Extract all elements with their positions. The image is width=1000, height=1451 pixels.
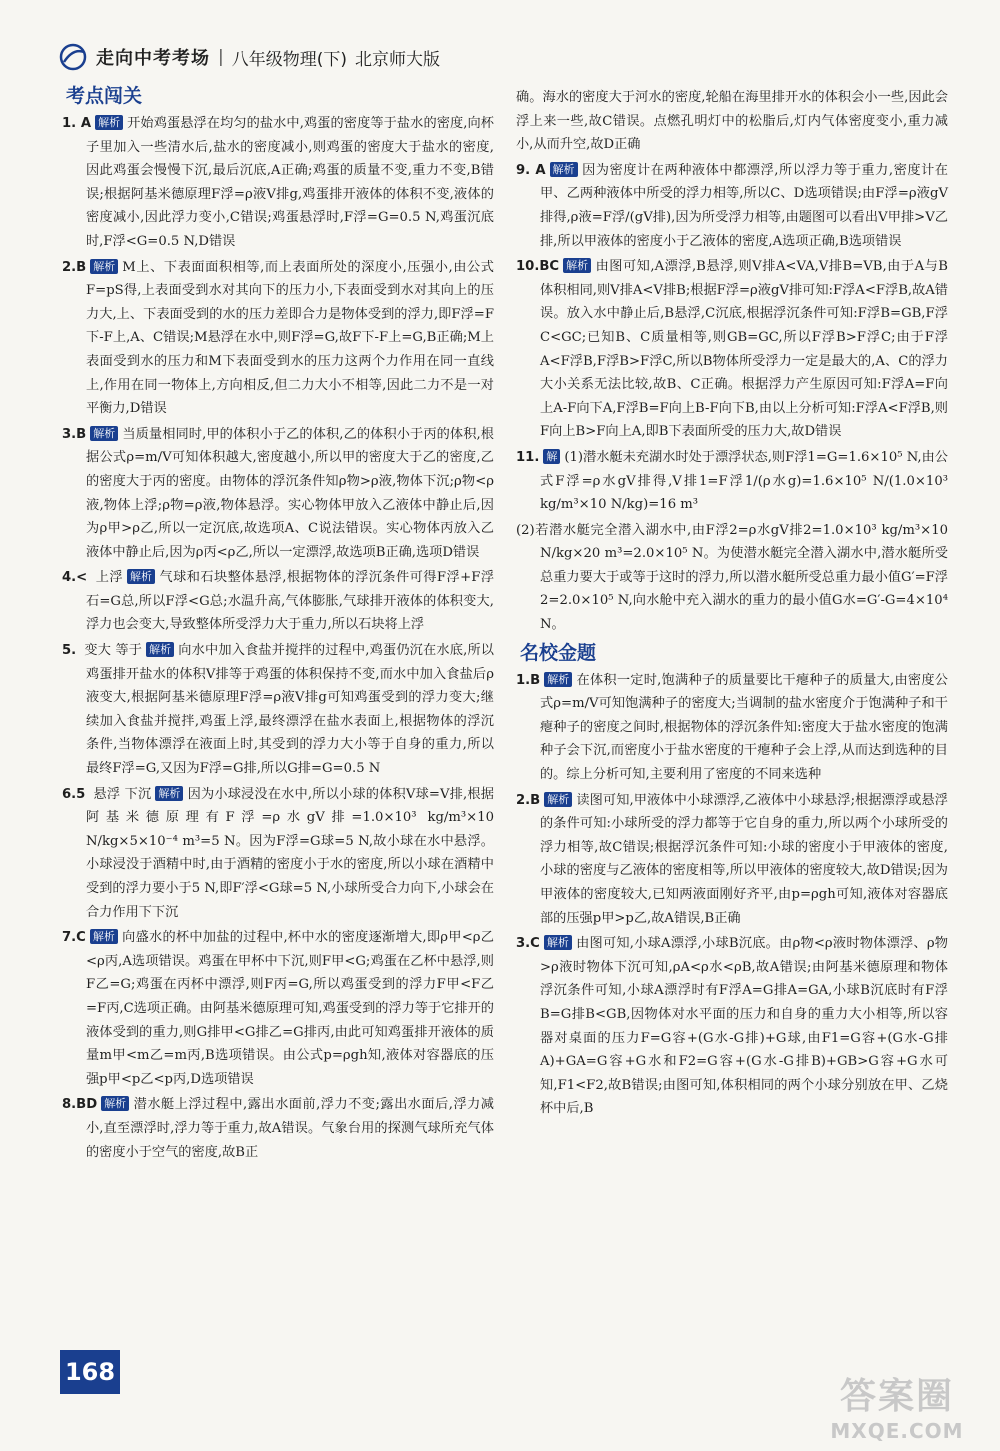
answer-item	[62, 639, 494, 781]
answer-item	[62, 1093, 494, 1164]
answer-number: 4.<	[62, 570, 88, 586]
analysis-tag: 解析	[544, 935, 572, 950]
answer-text: 因为小球浸没在水中,所以小球的体积V球=V排,根据阿基米德原理有F浮=ρ水gV排=1.0×10³ kg/m³×10 N/kg×5×10⁻⁴ m³=5 N。因为F浮=G球=5 N,故小球在水中悬浮。小球浸没于酒精中时,由于酒精的密度小于水的密度,所以小球在酒精中受到的浮力要小于5 N,即F′浮<G球=5 N,小球所受合力向下,小球会在合力作用下下沉	[86, 786, 494, 920]
analysis-tag: 解析	[95, 115, 123, 130]
continuation-text: 确。海水的密度大于河水的密度,轮船在海里排开水的体积会小一些,因此会浮上来一些,故C错误。点燃孔明灯中的松脂后,灯内气体密度变小,重力减小,从而升空,故D正确	[516, 90, 948, 153]
section-title-mingxiao: 名校金题	[520, 641, 597, 664]
answer-number: 2.B	[62, 259, 87, 275]
answer-number: 6.5	[62, 786, 86, 802]
page-number: 168	[60, 1350, 120, 1394]
answer-text: 向水中加入食盐并搅拌的过程中,鸡蛋仍沉在水底,所以鸡蛋排开盐水的体积V排等于鸡蛋的体积保持不变,而水中加入食盐后ρ液变大,根据阿基米德原理F浮=ρ液V排g可知鸡蛋受到的浮力变大;继续加入食盐并搅拌,鸡蛋上浮,最终漂浮在盐水表面上,根据物体的浮沉条件,当物体漂浮在液面上时,其受到的浮力大小等于自身的重力,所以最终F浮=G,又因为F浮=G排,所以G排=G=0.5 N	[86, 643, 494, 777]
answer-number: 1.B	[516, 672, 541, 688]
answer-blank: 变大 等于	[84, 643, 143, 659]
answer-number: 9. A	[516, 162, 546, 178]
answer-item	[516, 519, 948, 637]
answer-text: 因为密度计在两种液体中都漂浮,所以浮力等于重力,密度计在甲、乙两种液体中所受的浮力相等,所以C、D选项错误;由F浮=ρ液gV排得,ρ液=F浮/(gV排),因为所受浮力相等,由题图可以看出V甲排>V乙排,所以甲液体的密度小于乙液体的密度,A选项正确,B选项错误	[540, 162, 948, 249]
analysis-tag: 解析	[90, 259, 118, 274]
answer-text: M上、下表面面积相等,而上表面所处的深度小,压强小,由公式F=pS得,上表面受到水对其向下的压力小,下表面受到水对其向上的压力大,上、下表面受到的水的压力差即合力是物体受到的浮力,即F浮=F下-F上,A、C错误;M悬浮在水中,则F浮=G,故F下-F上=G,B正确;M上表面受到水的压力和M下表面受到水的压力这两个力作用在同一直线上,作用在同一物体上,方向相反,但二力大小不相等,因此二力不是一对平衡力,D错误	[86, 259, 494, 417]
analysis-tag: 解析	[155, 786, 183, 801]
answer-text: 气球和石块整体悬浮,根据物体的浮沉条件可得F浮+F浮石=G总,所以F浮<G总;水温升高,气体膨胀,气球排开液体的体积变大,浮力也会变大,导致整体所受浮力大于重力,所以石块将上浮	[86, 570, 495, 633]
answer-item	[516, 789, 948, 931]
answer-blank: 悬浮 下沉	[93, 786, 152, 802]
answer-item	[516, 255, 948, 444]
analysis-tag: 解析	[563, 258, 591, 273]
answer-text: 由图可知,A漂浮,B悬浮,则V排A<VA,V排B=VB,由于A与B体积相同,则V排A<V排B;根据F浮=ρ液gV排可知:F浮A<F浮B,故A错误。放入水中静止后,B悬浮,C沉底,根据浮沉条件可知:F浮B=GB,F浮C<GC;已知B、C质量相等,则GB=GC,所以F浮B>F浮C;由于F浮A<F浮B,F浮B>F浮C,所以B物体所受浮力一定是最大的,A、C的浮力大小关系无法比较,故B、C正确。根据浮力产生原因可知:F浮A=F向上A-F向下A,F浮B=F向上B-F向下B,由以上分析可知:F浮A<F浮B,则F向上B>F向上A,即B下表面所受的压力大,故D错误	[540, 259, 948, 440]
answer-text: (2)若潜水艇完全潜入湖水中,由F浮2=ρ水gV排2=1.0×10³ kg/m³×10 N/kg×20 m³=2.0×10⁵ N。为使潜水艇完全潜入湖水中,潜水艇所受总重力要大于或等于这时的浮力,所以潜水艇所受总重力最小值G′=F浮2=2.0×10⁵ N,向水舱中充入湖水的重力的最小值G水=G′-G=4×10⁴ N。	[516, 522, 948, 633]
analysis-tag: 解	[543, 449, 560, 464]
answer-number: 5.	[62, 643, 77, 659]
analysis-tag: 解析	[550, 162, 578, 177]
answer-item	[62, 423, 494, 565]
analysis-tag: 解析	[544, 672, 572, 687]
answer-item	[516, 446, 948, 517]
answer-text: 当质量相同时,甲的体积小于乙的体积,乙的体积小于丙的体积,根据公式ρ=m/V可知体积越大,密度越小,所以甲的密度大于乙的密度,乙的密度大于丙的密度。由物体的浮沉条件知ρ物>ρ液,物体下沉;ρ物<ρ液,物体上浮;ρ物=ρ液,物体悬浮。实心物体甲放入乙液体中静止后,因为ρ甲>ρ乙,所以一定沉底,故选项A、C说法错误。实心物体丙放入乙液体中静止后,因为ρ丙<ρ乙,所以一定漂浮,故选项B正确,选项D错误	[86, 426, 494, 560]
answer-number: 11.	[516, 449, 540, 465]
analysis-tag: 解析	[90, 426, 118, 441]
analysis-tag: 解析	[101, 1096, 129, 1111]
analysis-tag: 解析	[127, 569, 155, 584]
grade-subject: 八年级物理(下)	[231, 49, 347, 70]
answer-number: 3.C	[516, 936, 540, 952]
answer-item	[62, 926, 494, 1091]
watermark-text: 答案圈	[839, 1376, 954, 1417]
section-title-kaodian: 考点闯关	[66, 85, 143, 107]
analysis-tag: 解析	[90, 929, 118, 944]
answer-number: 8.BD	[62, 1097, 98, 1113]
page-header	[58, 40, 958, 74]
answer-number: 1. A	[62, 116, 92, 131]
answer-text: (1)潜水艇未充湖水时处于漂浮状态,则F浮1=G=1.6×10⁵ N,由公式F浮=ρ水gV排得,V排1=F浮1/(ρ水g)=1.6×10⁵ N/(1.0×10³ kg/m³×10 N/kg)=16 m³	[540, 449, 948, 513]
right-column	[516, 86, 948, 1123]
answer-text: 潜水艇上浮过程中,露出水面前,浮力不变;露出水面后,浮力减小,直至漂浮时,浮力等于重力,故A错误。气象台用的探测气球所充气体的密度小于空气的密度,故B正	[86, 1097, 494, 1160]
answer-text: 开始鸡蛋悬浮在均匀的盐水中,鸡蛋的密度等于盐水的密度,向杯子里加入一些清水后,盐水的密度减小,则鸡蛋的密度大于盐水的密度,因此鸡蛋会慢慢下沉,最后沉底,A正确;鸡蛋的质量不变,重力不变,B错误;根据阿基米德原理F浮=ρ液V排g,鸡蛋排开液体的体积不变,液体的密度减小,因此浮力变小,C错误;鸡蛋悬浮时,F浮=G=0.5 N,鸡蛋沉底时,F浮<G=0.5 N,D错误	[86, 116, 494, 249]
answer-item	[516, 159, 948, 253]
answer-blank: 上浮	[95, 570, 123, 586]
answer-number: 7.C	[62, 930, 86, 946]
analysis-tag: 解析	[544, 792, 572, 807]
answer-item	[516, 932, 948, 1121]
left-column	[62, 80, 494, 1166]
answer-number: 3.B	[62, 426, 87, 442]
answer-text: 读图可知,甲液体中小球漂浮,乙液体中小球悬浮;根据漂浮或悬浮的条件可知:小球所受的浮力都等于它自身的重力,所以两个小球所受的浮力相等,故C错误;根据浮沉条件可知:小球的密度小于甲液体的密度,小球的密度与乙液体的密度相等,所以甲液体的密度较大,故D错误;因为甲液体的密度较大,已知两液面刚好齐平,由p=ρgh可知,液体对容器底部的压强p甲>p乙,故A错误,B正确	[540, 792, 948, 926]
answer-item	[62, 566, 494, 637]
answer-item	[62, 256, 494, 421]
series-brand: 走向中考考场	[96, 48, 210, 69]
answer-text: 由图可知,小球A漂浮,小球B沉底。由ρ物<ρ液时物体漂浮、ρ物>ρ液时物体下沉可知,ρA<ρ水<ρB,故A错误;由阿基米德原理和物体浮沉条件可知,小球A漂浮时有F浮A=G排A=GA,小球B沉底时有F浮B=G排B<GB,因物体对水平面的压力和自身的重力大小相等,所以容器对桌面的压力F=G容+(G水-G排)+G球,由F1=G容+(G水-G排A)+GA=G容+G水和F2=G容+(G水-G排B)+GB>G容+G水可知,F1<F2,故B错误;由图可知,体积相同的两个小球分别放在甲、乙烧杯中后,B	[540, 936, 948, 1117]
answer-number: 2.B	[516, 792, 541, 808]
answer-number: 10.BC	[516, 259, 560, 275]
watermark-logo	[812, 1368, 982, 1444]
analysis-tag: 解析	[146, 642, 174, 657]
answer-text: 在体积一定时,饱满种子的质量要比干瘪种子的质量大,由密度公式ρ=m/V可知饱满种子的密度大;当调制的盐水密度介于饱满种子和干瘪种子的密度之间时,根据物体的浮沉条件知:密度大于盐水密度的饱满种子会下沉,而密度小于盐水密度的干瘪种子会上浮,从而达到选种的目的。综上分析可知,主要利用了密度的不同来选种	[540, 672, 948, 783]
edition-label: 北京师大版	[355, 49, 440, 70]
answer-text: 向盛水的杯中加盐的过程中,杯中水的密度逐渐增大,即ρ甲<ρ乙<ρ丙,A选项错误。鸡蛋在甲杯中下沉,则F甲<G;鸡蛋在乙杯中悬浮,则F乙=G;鸡蛋在丙杯中漂浮,则F丙=G,所以鸡蛋受到的浮力F甲<F乙=F丙,C选项正确。由阿基米德原理可知,鸡蛋受到的浮力等于它排开的液体受到的重力,则G排甲<G排乙=G排丙,由此可知鸡蛋排开液体的质量m甲<m乙=m丙,B选项错误。由公式p=ρgh知,液体对容器底的压强p甲<p乙<p丙,D选项错误	[86, 930, 494, 1087]
book-logo-icon	[58, 42, 88, 72]
header-separator: |	[218, 47, 224, 67]
answer-item	[62, 112, 494, 254]
answer-item	[516, 669, 948, 787]
watermark-url: MXQE.COM	[830, 1419, 964, 1443]
answer-item	[62, 783, 494, 925]
